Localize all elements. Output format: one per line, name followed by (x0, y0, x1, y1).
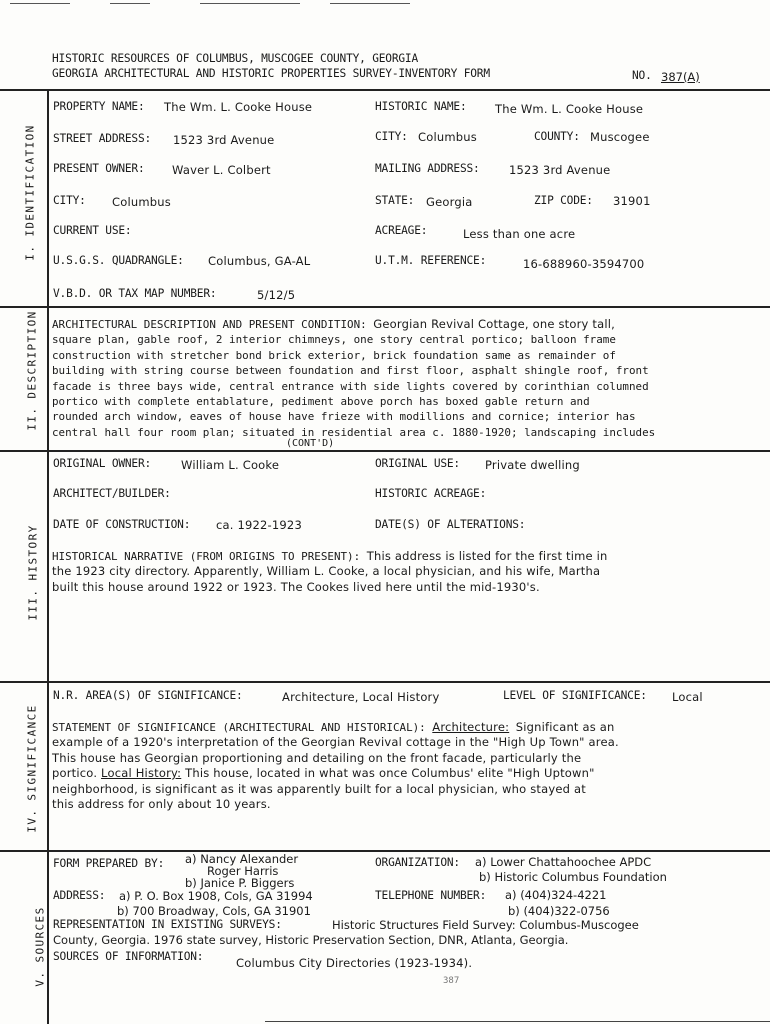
original-use-label: ORIGINAL USE: (375, 457, 460, 470)
section-label-description: II. DESCRIPTION (25, 310, 39, 431)
description-line: building with string course between foundation and first floor, asphalt shingle roof, front (52, 364, 649, 378)
organization-label: ORGANIZATION: (375, 856, 460, 869)
telephone-label: TELEPHONE NUMBER: (375, 889, 487, 902)
description-line: facade is three bays wide, central entrance with side lights covered by corinthian columned (52, 379, 649, 393)
description-line: rounded arch window, eaves of house have frieze with modillions and cornice; interior has (52, 410, 636, 424)
telephone-a: a) (404)324-4221 (505, 888, 607, 902)
statement-line: portico. (52, 766, 98, 781)
statement-block (52, 720, 764, 812)
organization-b: b) Historic Columbus Foundation (479, 870, 667, 884)
telephone-b: b) (404)322-0756 (508, 904, 610, 918)
statement-line: neighborhood, is significant as it was apparently built for a local physician, who stayed at (52, 781, 586, 796)
narrative-block (52, 549, 764, 595)
representation-line: Historic Structures Field Survey: Columbus-Muscogee (332, 918, 639, 932)
representation-label: REPRESENTATION IN EXISTING SURVEYS: (53, 918, 282, 931)
section-label-significance: IV. SIGNIFICANCE (25, 704, 39, 833)
zip-label: ZIP CODE: (534, 194, 593, 207)
description-label: ARCHITECTURAL DESCRIPTION AND PRESENT CONDITION: (52, 318, 367, 331)
form-number-label: NO. (632, 69, 652, 82)
property-name-label: PROPERTY NAME: (53, 100, 145, 113)
prepared-by-label: FORM PREPARED BY: (53, 857, 165, 870)
statement-line: example of a 1920's interpretation of the Georgian Revival cottage in the "High Up Town" area. (52, 735, 619, 750)
form-number: 387(A) (661, 70, 700, 84)
description-block (52, 317, 764, 440)
statement-line: This house has Georgian proportioning and detailing on the front facade, particularly the (52, 750, 582, 765)
usgs-label: U.S.G.S. QUADRANGLE: (53, 254, 184, 267)
description-line: Georgian Revival Cottage, one story tall, (373, 317, 615, 331)
organization-a: a) Lower Chattahoochee APDC (475, 855, 652, 869)
state-label: STATE: (375, 194, 415, 207)
acreage-label: ACREAGE: (375, 224, 428, 237)
area-label: N.R. AREA(S) OF SIGNIFICANCE: (53, 689, 243, 702)
architecture-heading: Architecture: (432, 720, 510, 734)
info-label: SOURCES OF INFORMATION: (53, 950, 204, 963)
description-line: square plan, gable roof, 2 interior chimneys, one story central portico; balloon frame (52, 333, 616, 347)
statement-line: this address for only about 10 years. (52, 797, 271, 812)
mailing-address: 1523 3rd Avenue (509, 163, 611, 177)
date-construction-label: DATE OF CONSTRUCTION: (53, 518, 191, 531)
utm: 16-688960-3594700 (523, 257, 645, 271)
acreage: Less than one acre (463, 227, 576, 241)
zip: 31901 (613, 194, 651, 208)
owner-city: Columbus (112, 195, 171, 209)
vbd-label: V.B.D. OR TAX MAP NUMBER: (53, 287, 217, 300)
info: Columbus City Directories (1923-1934). (236, 956, 473, 970)
scan-mark (330, 3, 410, 4)
mailing-address-label: MAILING ADDRESS: (375, 162, 480, 175)
header-line2: GEORGIA ARCHITECTURAL AND HISTORIC PROPERTIES SURVEY-INVENTORY FORM (52, 67, 490, 80)
level: Local (672, 690, 703, 704)
city: Columbus (418, 130, 477, 144)
statement-line: This house, located in what was once Columbus' elite "High Uptown" (185, 766, 595, 781)
street-address-label: STREET ADDRESS: (53, 132, 152, 145)
section-divider (0, 450, 770, 452)
section-label-identification: I. IDENTIFICATION (23, 124, 37, 261)
original-owner: William L. Cooke (181, 458, 280, 472)
section-divider (0, 306, 770, 308)
local-history-heading: Local History: (101, 766, 182, 781)
address-b: b) 700 Broadway, Cols, GA 31901 (117, 904, 311, 918)
owner-city-label: CITY: (53, 194, 86, 207)
scan-mark (200, 3, 300, 4)
narrative-line: This address is listed for the first time in (366, 549, 608, 563)
statement-label: STATEMENT OF SIGNIFICANCE (ARCHITECTURAL AND HISTORICAL): (52, 721, 426, 734)
architect-label: ARCHITECT/BUILDER: (53, 487, 171, 500)
level-label: LEVEL OF SIGNIFICANCE: (503, 689, 647, 702)
section-divider (0, 850, 770, 852)
vbd: 5/12/5 (257, 288, 296, 302)
area: Architecture, Local History (282, 690, 440, 704)
statement-line: Significant as an (515, 720, 615, 734)
prepared-by-b: b) Janice P. Biggers (185, 876, 295, 890)
header-line1: HISTORIC RESOURCES OF COLUMBUS, MUSCOGEE COUNTY, GEORGIA (52, 52, 418, 65)
original-use: Private dwelling (485, 458, 580, 472)
description-line: portico with complete entablature, pediment above porch has boxed gable return and (52, 395, 590, 409)
description-line: construction with stretcher bond brick exterior, brick foundation same as remainder of (52, 348, 616, 362)
section-divider (0, 681, 770, 683)
present-owner-label: PRESENT OWNER: (53, 162, 145, 175)
description-line: central hall four room plan; situated in residential area c. 1880-1920; landscaping includes (52, 425, 656, 439)
original-owner-label: ORIGINAL OWNER: (53, 457, 152, 470)
date-construction: ca. 1922-1923 (216, 518, 302, 532)
date-alterations-label: DATE(S) OF ALTERATIONS: (375, 518, 526, 531)
continued-note: (CONT'D) (286, 438, 335, 449)
narrative-label: HISTORICAL NARRATIVE (FROM ORIGINS TO PRESENT): (52, 550, 361, 563)
historic-acreage-label: HISTORIC ACREAGE: (375, 487, 487, 500)
section-label-history: III. HISTORY (26, 524, 40, 621)
prepared-by-a2: Roger Harris (207, 864, 279, 878)
street-address: 1523 3rd Avenue (173, 133, 275, 147)
representation-line: County, Georgia. 1976 state survey, Historic Preservation Section, DNR, Atlanta, Georgia. (53, 933, 569, 947)
address-a: a) P. O. Box 1908, Cols, GA 31994 (119, 889, 313, 903)
property-name: The Wm. L. Cooke House (164, 100, 313, 114)
county-label: COUNTY: (534, 130, 580, 143)
present-owner: Waver L. Colbert (172, 163, 271, 177)
utm-label: U.T.M. REFERENCE: (375, 254, 487, 267)
sidebar-border (47, 89, 49, 1024)
usgs: Columbus, GA-AL (208, 254, 311, 268)
current-use-label: CURRENT USE: (53, 224, 132, 237)
narrative-line: the 1923 city directory. Apparently, William L. Cooke, a local physician, and his wife, Martha (52, 564, 601, 579)
city-label: CITY: (375, 130, 408, 143)
historic-name-label: HISTORIC NAME: (375, 100, 467, 113)
state: Georgia (426, 195, 473, 209)
prepared-by-a: a) Nancy Alexander (185, 852, 299, 866)
scan-mark (10, 3, 70, 4)
section-divider (0, 89, 770, 91)
scan-mark (265, 1021, 770, 1022)
section-label-sources: V. SOURCES (33, 906, 47, 987)
scan-mark (110, 3, 150, 4)
address-label: ADDRESS: (53, 889, 106, 902)
county: Muscogee (590, 130, 650, 144)
narrative-line: built this house around 1922 or 1923. The Cookes lived here until the mid-1930's. (52, 579, 540, 594)
page-mark: 387 (443, 976, 460, 986)
historic-name: The Wm. L. Cooke House (495, 102, 644, 116)
